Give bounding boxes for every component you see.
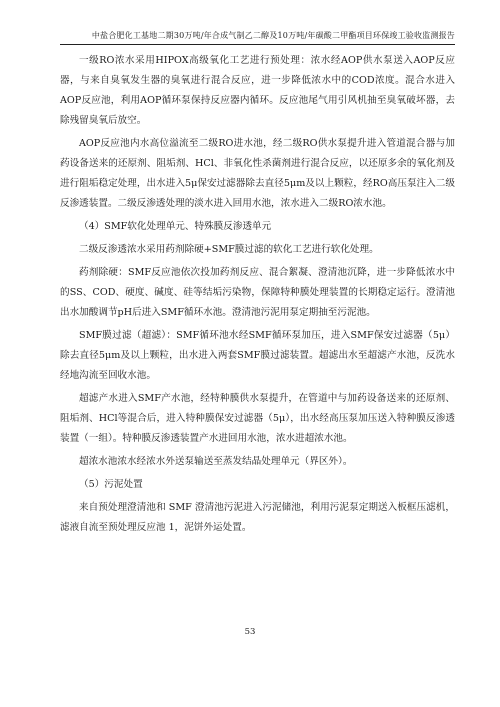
paragraph-concentrate-export: 超浓水池浓水经浓水外送泵输送至蒸发结晶处理单元（界区外）。 (79, 456, 353, 467)
paragraph-special-membrane: 超滤产水进入SMF产水池，经特种膜供水泵提升，在管道中与加药设备送来的还原剂、阻垢剂、HCl等混合后，进入特种膜保安过滤器（5μ），出水经高压泵加压送入特种膜反渗透装置（一组）。特种膜反渗透装置产水进回用水池，浓水进超浓水池。 (60, 393, 455, 444)
page-header (60, 30, 455, 45)
section-heading-smf: （4）SMF软化处理单元、特殊膜反渗透单元 (79, 221, 272, 232)
paragraph-ro-pretreatment: 一级RO浓水采用HIPOX高级氧化工艺进行预处理：浓水经AOP供水泵送入AOP反应器，与来自臭氧发生器的臭氧进行混合反应，进一步降低浓水中的COD浓度。混合水进入AOP反应池，利用AOP循环泵保持反应器内循环。反应池尾气用引风机抽至臭氧破坏器，去除残留臭氧后放空。 (60, 55, 455, 126)
paragraph-smf-filtration: SMF膜过滤（超滤）：SMF循环池水经SMF循环泵加压，进入SMF保安过滤器（5μ）除去直径5μm及以上颗粒，出水进入两套SMF膜过滤装置。超滤出水至超滤产水池，反洗水经地沟流至回收水池。 (60, 330, 455, 381)
paragraph-sludge-disposal: 来自预处理澄清池和 SMF 澄清池污泥进入污泥储池，利用污泥泵定期送入板框压滤机，滤液自流至预处理反应池 1，泥饼外运处置。 (60, 502, 455, 533)
page-number: 53 (244, 627, 256, 637)
paragraph-smf-intro: 二级反渗透浓水采用药剂除硬+SMF膜过滤的软化工艺进行软化处理。 (79, 244, 379, 255)
document-body (60, 51, 455, 541)
paragraph-aop-overflow: AOP反应池内水高位溢流至二级RO进水池，经二级RO供水泵提升进入管道混合器与加药设备送来的还原剂、阻垢剂、HCl、非氧化性杀菌剂进行混合反应，以还原多余的氧化剂及进行阻垢稳定处理，出水进入5μ保安过滤器除去直径5μm及以上颗粒，经RO高压泵注入二级反渗透装置。二级反渗透处理的淡水进入回用水池，浓水进入二级RO浓水池。 (60, 138, 455, 209)
header-title: 中盐合肥化工基地二期30万吨/年合成气制乙二醇及10万吨/年碳酸二甲酯项目环保竣工验收监测报告 (91, 31, 455, 40)
section-heading-sludge: （5）污泥处置 (79, 479, 143, 490)
paragraph-chemical-softening: 药剂除硬：SMF反应池依次投加药剂反应、混合絮凝、澄清池沉降，进一步降低浓水中的SS、COD、硬度、碱度、硅等结垢污染物，保障特种膜处理装置的长期稳定运行。澄清池出水加酸调节pH后进入SMF循环水池。澄清池污泥用泵定期抽至污泥池。 (60, 267, 455, 318)
